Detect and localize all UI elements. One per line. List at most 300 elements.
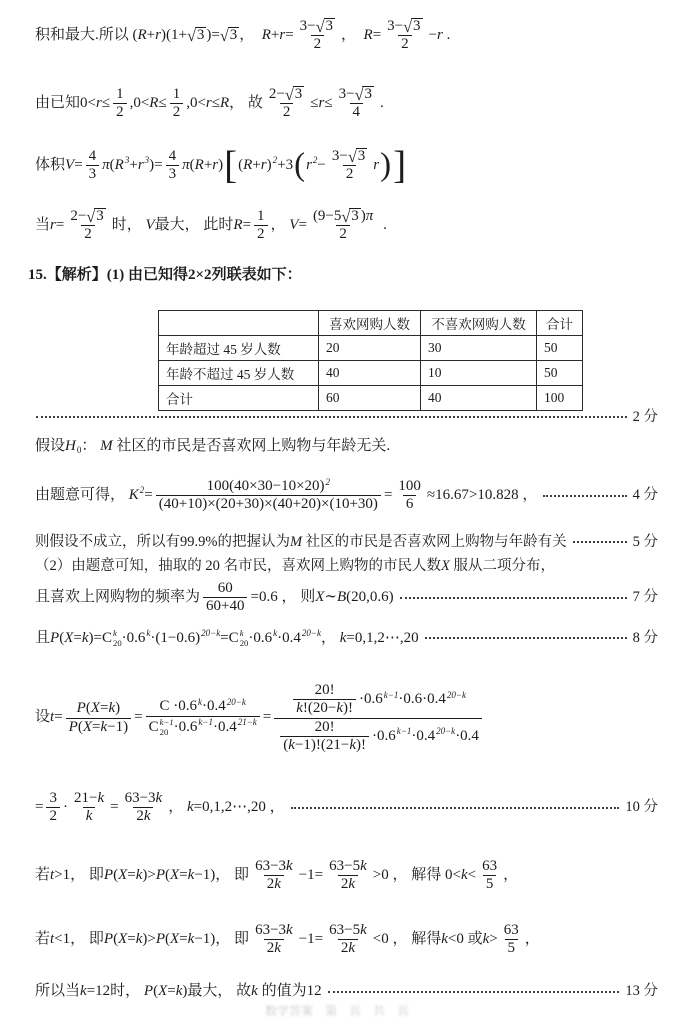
text-run: ) bbox=[115, 700, 121, 717]
text-run: = bbox=[220, 629, 229, 646]
superscript: k bbox=[198, 696, 203, 707]
text-run: 3 bbox=[357, 148, 366, 164]
text-run: 2 bbox=[172, 104, 181, 121]
fraction bbox=[67, 208, 108, 244]
text-run: = bbox=[92, 718, 101, 735]
text-run: K bbox=[128, 487, 139, 503]
fraction bbox=[336, 86, 377, 122]
text-run: = bbox=[383, 487, 393, 503]
binomial-scripts bbox=[113, 628, 122, 649]
text-run: = bbox=[242, 217, 252, 233]
fraction bbox=[479, 858, 500, 894]
line-content bbox=[35, 682, 485, 754]
fraction bbox=[254, 208, 268, 244]
text-run: ∼ bbox=[324, 589, 337, 605]
text-run: 20! bbox=[314, 718, 335, 735]
text-run: = bbox=[99, 700, 109, 717]
text-run: k bbox=[85, 808, 93, 825]
line-content bbox=[35, 858, 518, 894]
superscript: 3 bbox=[144, 154, 150, 165]
superscript: 20−k bbox=[301, 627, 321, 638]
denominator bbox=[166, 165, 180, 183]
text-run: )> bbox=[142, 867, 156, 883]
text-run: ( bbox=[59, 629, 65, 646]
line-content bbox=[35, 982, 322, 1002]
text-run: ( bbox=[283, 736, 289, 753]
line-content bbox=[28, 266, 302, 286]
text-run: 2×2 bbox=[188, 267, 212, 283]
text-run: ≤ bbox=[324, 95, 333, 111]
binomial-base: C bbox=[148, 718, 159, 735]
radical-icon: √ bbox=[315, 17, 325, 36]
fraction bbox=[156, 478, 381, 514]
text-run: t bbox=[50, 931, 55, 947]
text-run: − bbox=[317, 156, 326, 173]
denominator bbox=[81, 225, 95, 243]
table-header-row bbox=[159, 311, 583, 336]
text-run: R bbox=[243, 156, 253, 173]
text-run: k bbox=[460, 867, 468, 883]
text-run: (9−5 bbox=[312, 208, 342, 224]
big-bracket: ( bbox=[294, 147, 306, 183]
text-run: <1， 即 bbox=[54, 931, 104, 947]
line-content bbox=[35, 628, 419, 649]
text-run: ·0.4 bbox=[212, 718, 237, 735]
score-label: 5 分 bbox=[632, 534, 658, 550]
sqrt bbox=[316, 18, 335, 35]
text-run: = bbox=[179, 931, 188, 947]
text-run: −1)， 即 bbox=[194, 867, 250, 883]
text-run: 3 bbox=[364, 86, 372, 103]
line-content bbox=[35, 208, 387, 244]
text-run: ( bbox=[113, 931, 119, 947]
score-label: 8 分 bbox=[632, 630, 658, 647]
superscript: k−1 bbox=[383, 689, 399, 700]
denominator bbox=[170, 103, 184, 121]
denominator bbox=[336, 225, 350, 243]
superscript: 20−k bbox=[201, 627, 221, 638]
denominator bbox=[403, 495, 417, 513]
radical-icon: √ bbox=[284, 85, 294, 104]
superscript: 20−k bbox=[436, 726, 456, 737]
text-run: = bbox=[144, 487, 153, 503]
text-run: −1)!(21− bbox=[294, 736, 350, 753]
binomial-symbol bbox=[149, 717, 174, 738]
numerator bbox=[157, 698, 249, 715]
text-run: ： bbox=[81, 438, 101, 454]
text-run: H bbox=[65, 438, 76, 454]
radical-icon: √ bbox=[219, 26, 229, 45]
text-run: r bbox=[205, 95, 212, 111]
text-run: 63−3 bbox=[255, 922, 287, 938]
text-run: 2 bbox=[401, 36, 409, 53]
text-run: 设 bbox=[35, 709, 51, 726]
fraction bbox=[274, 682, 482, 754]
text-run: = bbox=[179, 867, 188, 883]
text-run: 3− bbox=[331, 147, 348, 164]
table-header-cell bbox=[159, 311, 319, 336]
numerator bbox=[326, 858, 370, 875]
text-run: P bbox=[155, 931, 166, 947]
text-run: 时， bbox=[111, 217, 146, 233]
denominator bbox=[343, 165, 357, 183]
text-run: k bbox=[187, 931, 195, 947]
denominator bbox=[398, 35, 412, 53]
text-run: ·0.4 bbox=[277, 629, 301, 646]
table-row bbox=[159, 361, 583, 386]
text-run: r bbox=[437, 27, 443, 43]
binomial-symbol bbox=[102, 628, 122, 649]
text-run: 且喜欢上网购物的频率为 bbox=[35, 589, 201, 605]
fraction bbox=[46, 790, 60, 826]
text-run: 最大， 故 bbox=[187, 983, 252, 999]
text-run: >0 ， 解得 0< bbox=[372, 867, 461, 883]
denominator bbox=[311, 35, 325, 53]
big-bracket: ] bbox=[393, 144, 407, 187]
denominator bbox=[146, 716, 260, 738]
text-run: r bbox=[212, 156, 219, 173]
text-run: k bbox=[135, 867, 143, 883]
radical-icon: √ bbox=[347, 147, 357, 166]
numerator bbox=[122, 790, 166, 807]
text-run: ≤ bbox=[211, 95, 220, 111]
text-run: 假设 bbox=[35, 438, 66, 454]
numerator bbox=[74, 700, 123, 717]
text-run: ,0< bbox=[186, 95, 206, 111]
text-run: X bbox=[170, 867, 180, 883]
fraction bbox=[280, 719, 369, 755]
superscript: k−1 bbox=[198, 717, 213, 728]
text-run: ≤ bbox=[310, 95, 319, 111]
numerator bbox=[67, 208, 108, 225]
superscript: 2 bbox=[139, 484, 145, 495]
score-label: 10 分 bbox=[625, 799, 658, 816]
line-content bbox=[35, 790, 285, 826]
text-run: 2 bbox=[339, 226, 347, 243]
text-run: R bbox=[233, 217, 243, 233]
fraction bbox=[297, 18, 338, 54]
table-cell: 20 bbox=[319, 336, 421, 361]
text-run: )(1+ bbox=[160, 27, 187, 43]
text-run: ( bbox=[109, 156, 115, 173]
text-run: )= bbox=[88, 629, 102, 646]
text-run: M bbox=[100, 438, 113, 454]
denominator bbox=[338, 875, 358, 893]
text-run: =12时， bbox=[86, 983, 144, 999]
text-run: 积和最大.所以 ( bbox=[35, 27, 138, 43]
radical-icon: √ bbox=[86, 207, 96, 226]
text-run: X bbox=[90, 700, 100, 717]
text-run: · bbox=[62, 799, 68, 815]
text-run: k bbox=[360, 858, 367, 874]
text-run: =0,1,2⋯,20 bbox=[346, 629, 419, 646]
sol14-line3 bbox=[35, 146, 658, 185]
text-run: k bbox=[274, 876, 281, 893]
fraction bbox=[170, 86, 184, 122]
denominator bbox=[86, 165, 100, 183]
text-run: ， bbox=[168, 799, 187, 815]
denominator bbox=[280, 736, 369, 754]
sol15-hypothesis bbox=[35, 437, 658, 457]
text-run: k bbox=[336, 700, 344, 717]
table-row bbox=[159, 336, 583, 361]
denominator bbox=[483, 875, 497, 893]
text-run: 63−3 bbox=[255, 858, 287, 874]
text-run: k bbox=[187, 867, 195, 883]
line-content bbox=[35, 533, 567, 552]
fraction bbox=[501, 922, 522, 958]
dotted-leader bbox=[328, 991, 620, 993]
fraction bbox=[266, 86, 307, 122]
text-run: 5 bbox=[485, 876, 494, 893]
text-run: −1)， 即 bbox=[194, 931, 250, 947]
text-run: ≤ bbox=[101, 95, 111, 111]
text-run: 若 bbox=[35, 931, 51, 947]
text-run: X bbox=[170, 931, 180, 947]
text-run: )= bbox=[149, 156, 163, 173]
text-run: 由已知 bbox=[35, 95, 81, 111]
sol15-heading bbox=[28, 266, 658, 286]
text-run: C ·0.6 bbox=[159, 698, 198, 715]
dotted-leader bbox=[400, 597, 627, 599]
table-cell: 10 bbox=[421, 361, 537, 386]
text-run: k bbox=[81, 629, 89, 646]
text-run: 5 bbox=[507, 940, 516, 957]
text-run: 60+40 bbox=[206, 598, 245, 615]
table-cell: 30 bbox=[421, 336, 537, 361]
dotted-leader bbox=[543, 495, 626, 497]
superscript: k−1 bbox=[396, 726, 412, 737]
text-run: X bbox=[441, 558, 450, 574]
text-run: 63 bbox=[482, 858, 498, 874]
text-run: k bbox=[482, 931, 490, 947]
text-run: r bbox=[50, 217, 56, 233]
fraction bbox=[146, 698, 260, 737]
table-cell: 50 bbox=[537, 336, 583, 361]
fraction bbox=[293, 682, 356, 718]
text-run: >1， 即 bbox=[54, 867, 104, 883]
text-run: )> bbox=[142, 931, 156, 947]
table-cell: 40 bbox=[319, 361, 421, 386]
text-run: ， 故 bbox=[229, 95, 263, 111]
text-run: 63−5 bbox=[329, 858, 361, 874]
text-run: ) bbox=[360, 208, 366, 224]
text-run: k bbox=[251, 983, 258, 999]
text-run: P bbox=[76, 700, 86, 717]
text-run: ·(1−0.6) bbox=[150, 629, 201, 646]
fraction bbox=[329, 148, 370, 184]
text-run: k bbox=[441, 931, 448, 947]
binomial-symbol bbox=[229, 628, 249, 649]
text-run: B bbox=[336, 589, 347, 605]
text-run: <0 或 bbox=[447, 931, 483, 947]
subscript: 0 bbox=[76, 444, 82, 455]
text-run: . bbox=[379, 217, 387, 233]
numerator bbox=[297, 18, 338, 35]
text-run: = bbox=[73, 629, 82, 646]
text-run: < bbox=[467, 867, 477, 883]
text-run: −1) bbox=[107, 718, 129, 735]
text-run: +3 bbox=[277, 156, 294, 173]
text-run: R bbox=[363, 27, 373, 43]
text-run: ， bbox=[524, 931, 540, 947]
line-content bbox=[35, 146, 407, 185]
text-run: ( bbox=[189, 156, 195, 173]
text-run: R bbox=[137, 27, 147, 43]
text-run: V bbox=[289, 217, 299, 233]
text-run: 1 bbox=[172, 86, 181, 102]
fraction bbox=[122, 790, 166, 826]
text-run: 4 bbox=[168, 147, 177, 164]
text-run: π bbox=[102, 156, 110, 173]
text-run: 列联表如下： bbox=[211, 267, 302, 283]
text-run: k bbox=[348, 940, 356, 957]
text-run: 63−5 bbox=[329, 922, 361, 938]
table-cell: 50 bbox=[537, 361, 583, 386]
sol15-frequency bbox=[35, 580, 658, 616]
sol15-case-t-lt-1 bbox=[35, 922, 658, 958]
text-run: P bbox=[103, 931, 114, 947]
sol15-ratio bbox=[35, 682, 658, 754]
denominator bbox=[274, 718, 482, 755]
radical-icon: √ bbox=[354, 85, 364, 104]
text-run: 4 bbox=[352, 104, 361, 121]
text-run: 3 bbox=[88, 166, 97, 182]
numerator bbox=[312, 682, 338, 699]
text-run: + bbox=[252, 156, 261, 173]
fraction bbox=[326, 858, 370, 894]
text-run: 体积 bbox=[35, 156, 66, 173]
text-run: k bbox=[339, 629, 347, 646]
text-run: r bbox=[373, 156, 380, 173]
denominator bbox=[505, 939, 519, 957]
text-run: = bbox=[298, 217, 307, 233]
radical-icon: √ bbox=[186, 26, 196, 45]
text-run: ·0.6 bbox=[248, 629, 273, 646]
text-run: ,0< bbox=[129, 95, 150, 111]
page-footer: 数学答案 第 页 共 页 bbox=[264, 1004, 409, 1018]
text-run: )= bbox=[206, 27, 220, 43]
text-run: = bbox=[54, 709, 63, 726]
numerator bbox=[312, 719, 338, 736]
text-run: =0.6 ， 则 bbox=[250, 589, 316, 605]
text-run: X bbox=[315, 589, 325, 605]
binomial-sub: 20 bbox=[159, 727, 169, 738]
text-run: ( bbox=[165, 931, 171, 947]
numerator bbox=[204, 478, 333, 495]
radical-icon: √ bbox=[403, 17, 413, 36]
text-run: = bbox=[262, 709, 272, 726]
binomial-sub: 20 bbox=[239, 638, 249, 649]
numerator bbox=[166, 148, 180, 165]
numerator bbox=[71, 790, 107, 807]
superscript: k bbox=[273, 627, 278, 638]
dotted-leader bbox=[36, 416, 627, 418]
numerator bbox=[336, 86, 377, 103]
score-label: 13 分 bbox=[625, 983, 658, 1000]
text-run: = bbox=[134, 709, 143, 726]
text-run: r bbox=[279, 27, 286, 43]
text-run: 2− bbox=[268, 86, 285, 102]
text-run: 最大， 此时 bbox=[154, 217, 234, 233]
text-run: ·0.6 bbox=[372, 727, 396, 744]
contingency-table bbox=[158, 310, 583, 411]
text-run: ) bbox=[266, 156, 272, 173]
text-run: 社区的市民是否喜欢网上购物与年龄有关 bbox=[302, 534, 567, 550]
sol15-final bbox=[35, 982, 658, 1002]
text-run: 3− bbox=[299, 18, 316, 34]
radicand bbox=[94, 208, 106, 225]
text-run: X bbox=[118, 867, 128, 883]
text-run: 2 bbox=[266, 876, 275, 893]
sol15-part2-intro bbox=[35, 557, 658, 576]
text-run: − bbox=[428, 27, 437, 43]
superscript: 2 bbox=[272, 154, 278, 165]
text-run: (20,0.6) bbox=[346, 589, 394, 605]
text-run: 3 bbox=[351, 208, 359, 225]
text-run: 服从二项分布， bbox=[449, 558, 555, 574]
line-content bbox=[35, 478, 537, 514]
text-run: 2 bbox=[136, 808, 144, 825]
fraction bbox=[66, 700, 131, 736]
numerator bbox=[326, 922, 370, 939]
text-run: ( bbox=[153, 983, 159, 999]
numerator bbox=[252, 922, 296, 939]
fraction bbox=[252, 922, 296, 958]
sol15-k2 bbox=[35, 478, 658, 514]
text-run: k bbox=[349, 736, 357, 753]
numerator bbox=[501, 922, 522, 939]
fraction bbox=[166, 148, 180, 184]
binomial-sup: k bbox=[112, 628, 117, 638]
table-row bbox=[159, 386, 583, 411]
text-run: 社区的市民是否喜欢网上购物与年龄无关. bbox=[112, 438, 391, 454]
denominator bbox=[254, 225, 268, 243]
text-run: k bbox=[286, 858, 293, 874]
text-run: + bbox=[203, 156, 213, 173]
text-run: k bbox=[143, 808, 151, 825]
score-label: 4 分 bbox=[632, 487, 658, 504]
text-run: ) bbox=[182, 983, 188, 999]
text-run: <0 ， 解得 bbox=[372, 931, 442, 947]
text-run: = bbox=[372, 27, 382, 43]
text-run: X bbox=[82, 718, 92, 735]
text-run: k bbox=[97, 790, 105, 806]
text-run: 63−3 bbox=[124, 790, 156, 806]
text-run: ( bbox=[165, 867, 171, 883]
text-run: (40+10)×(20+30)×(40+20)×(10+30) bbox=[158, 496, 378, 513]
table-cell: 年龄超过 45 岁人数 bbox=[159, 336, 319, 361]
text-run: r bbox=[318, 95, 325, 111]
text-run: 2 bbox=[257, 226, 265, 243]
text-run: + bbox=[270, 27, 280, 43]
text-run: 1 bbox=[257, 208, 265, 224]
numerator bbox=[170, 86, 184, 103]
radicand bbox=[324, 18, 336, 35]
text-run: = bbox=[127, 931, 136, 947]
text-run: ·0.6·0.4 bbox=[398, 691, 446, 708]
dotted-leader bbox=[573, 541, 627, 543]
fraction bbox=[326, 922, 370, 958]
text-run: k bbox=[360, 922, 367, 938]
text-run: k bbox=[274, 940, 281, 957]
text-run: k bbox=[100, 718, 108, 735]
text-run: π bbox=[182, 156, 190, 173]
text-run: ) bbox=[218, 156, 224, 173]
text-run: R bbox=[114, 156, 124, 173]
sqrt bbox=[341, 208, 360, 225]
text-run: ( bbox=[113, 867, 119, 883]
